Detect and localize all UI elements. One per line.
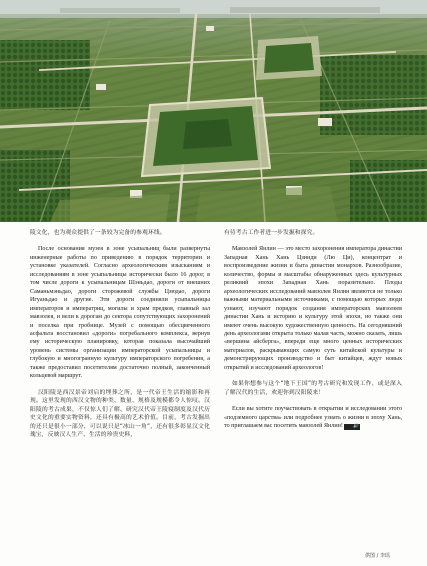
right-invitation-zh: 如果你想参与这个“地下王国”的考古研究和发现工作，或是深入了解汉代的生活，欢迎你到汉阳陵来！ xyxy=(224,381,402,396)
left-paragraph-zh: 汉阳陵是西汉景帝刘启的埋葬之所，是一代帝王生活的缩影和再现。这里发现的西汉文物的种类、数量、规格及规模都令人惊叹。汉阳陵的考古成果，不仅惊人们了解、研究汉代帝王陵寝制度及汉代历史文化的重要实物资料，还具有极高的艺术价值。目前，考古发掘出的还只是很小一部分，可以说只是“冰山一角”，还有很多彰显汉文化瑰宝，反映汉人生产、生活的珍贵史料， xyxy=(30,389,210,438)
left-paragraph-ru: После основания музея в зоне усыпальниц были развернуты инженерные работы по приведению в порядок территории и установке указателей. Согласно археологическим изысканиям и исследованиям в зоне усыпальницы исторически было 16 дорог, в том числе дороги к усыпальницам Шэньдао, дороги от внешних Саманьмэньдао, дороги сторожевой службы Цзюдао, дороги Игуаньдао и другие. Эти дороги соединяли усыпальницы императоров и императриц, могилы и храм предков, главный зал мавзолея, и вели к дорогам до сектора сопутствующих захоронений и поселка при гробнице. Музей с помощью обесцвеченного асфальта восстановил «дороги» погребального комплекса, вернув ему историческую планировку, которая показала высочайший уровень системы организации императорской усыпальницы и глубокую и многогранную культуру императорского погребения, а также предоставил посетителям достаточно полный, законченный кольцевой маршрут. xyxy=(30,246,210,380)
right-invitation-ru-text: Если вы хотите поучаствовать в открытии и исследовании этого «подземного царства» или подробнее узнать о жизни в эпоху Хань, то приглашаем вас посетить мавзолей Янлин! xyxy=(224,406,402,430)
right-column xyxy=(224,229,402,431)
left-intro-zh: 陵文化，也为观众提供了一条较为完备的参观环线。 xyxy=(30,230,166,236)
right-paragraph-ru: Мавзолей Янлин — это место захоронения императора династии Западная Хань Хань Цзинди (Лю Ци), концентрат и воспроизведение жизни и быта династии монархов. Разнообразие, количество, формы и масштабы обнаруженных здесь культурных реликвий эпохи Западная Хань поразительно. Плоды археологических исследований мавзолея Янлин являются не только важными материальными источниками, с помощью которых люди узнают, изучают порядок создания императорских мавзолеев династии Хань и историю и культуру этой эпохи, но также они имеют очень высокую художественную ценность. На сегодняшний день археологами открыта только малая часть, можно сказать, лишь «вершина айсберга», впереди еще много ценных исторических материалов, раскрывающих самую суть китайской культуры и демонстрирующих производство и быт китайцев, ждут новых открытий и исследований археологов! xyxy=(224,246,402,371)
left-column xyxy=(30,229,210,439)
right-intro-zh: 有待考古工作者进一步发掘和探究。 xyxy=(224,230,319,236)
right-invitation-ru xyxy=(224,405,402,430)
aerial-necropolis-photo xyxy=(0,0,427,222)
end-mark-icon: 🔊 xyxy=(344,424,360,430)
photo-credit: 供图 / 李瑶 xyxy=(365,553,390,559)
